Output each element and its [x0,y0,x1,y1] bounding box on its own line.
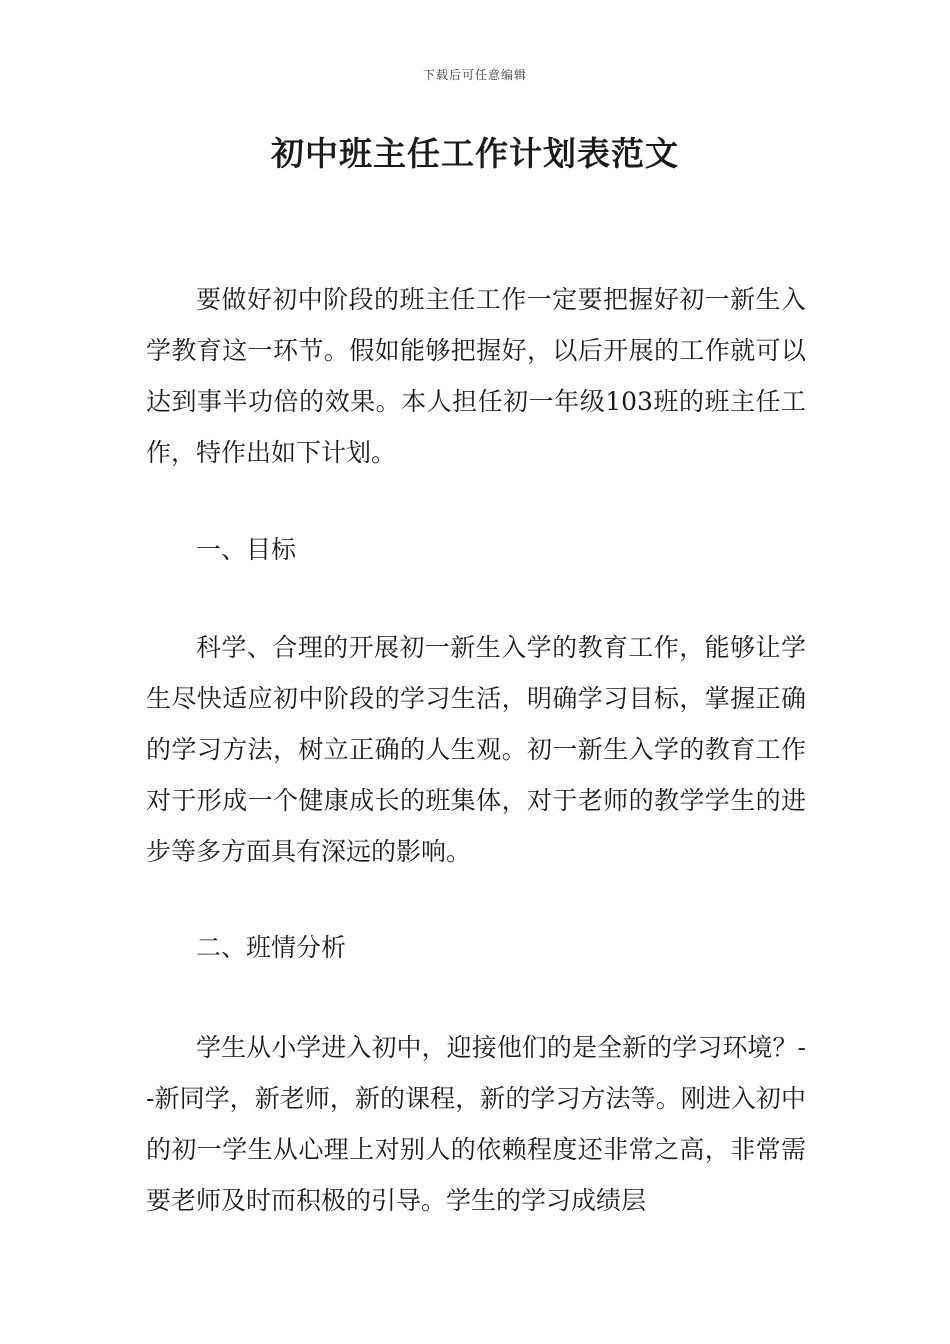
section2-heading-block [146,922,806,973]
intro-paragraph: 要做好初中阶段的班主任工作一定要把握好初一新生入学教育这一环节。假如能够把握好，以后开展的工作就可以达到事半功倍的效果。本人担任初一年级103班的班主任工作，特作出如下计划。 [146,285,806,467]
section1-body-block [146,622,806,877]
document-title: 初中班主任工作计划表范文 [271,134,679,173]
section2-body-block [146,1022,806,1226]
section2-heading: 二、班情分析 [196,933,347,962]
section1-heading-block [146,524,806,575]
intro-paragraph-block [146,274,806,478]
section1-heading: 一、目标 [196,535,297,564]
section1-paragraph: 科学、合理的开展初一新生入学的教育工作，能够让学生尽快适应初中阶段的学习生活，明确学习目标，掌握正确的学习方法，树立正确的人生观。初一新生入学的教育工作对于形成一个健康成长的班集体，对于老师的教学学生的进步等多方面具有深远的影响。 [146,633,806,866]
header-note: 下载后可任意编辑 [422,68,527,82]
section2-paragraph: 学生从小学进入初中，迎接他们的是全新的学习环境？--新同学，新老师，新的课程，新的学习方法等。刚进入初中的初一学生从心理上对别人的依赖程度还非常之高，非常需要老师及时而积极的引导。学生的学习成绩层 [146,1033,806,1215]
